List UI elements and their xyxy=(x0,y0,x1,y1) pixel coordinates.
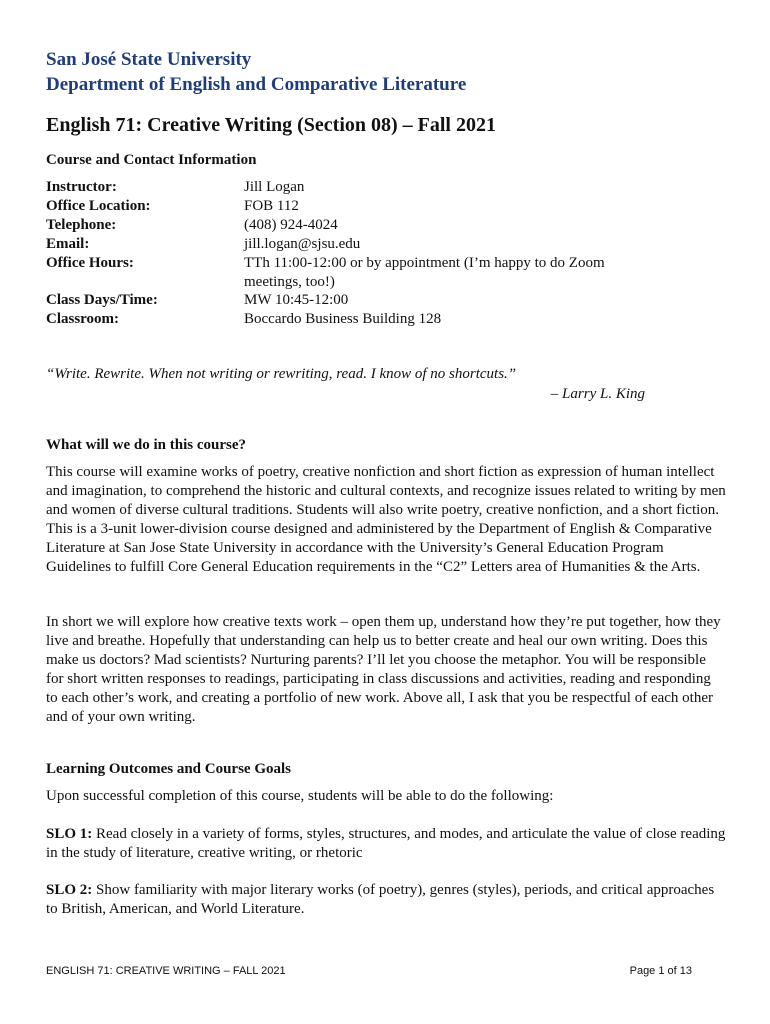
contact-label: Telephone: xyxy=(46,217,117,233)
contact-value: (408) 924-4024 xyxy=(244,217,338,233)
footer-page-number: Page 1 of 13 xyxy=(629,965,692,977)
footer-course-title: ENGLISH 71: CREATIVE WRITING – FALL 2021 xyxy=(46,965,286,977)
outcomes-heading: Learning Outcomes and Course Goals xyxy=(46,761,292,777)
course-overview-paragraph: In short we will explore how creative texts work – open them up, understand how they’re put together, how they live and breathe. Hopefully that understanding can help us to better create and heal our own writing. Does this make us doctors? Mad scientists? Nurturing parents? I’ll let you choose the metaphor. You will be responsible for short written responses to readings, participating in class discussions and activities, reading and responding to each other’s work, and creating a portfolio of new work. Above all, I ask that you be respectful of each other and of your own writing. xyxy=(46,614,721,725)
contact-value: FOB 112 xyxy=(244,198,299,214)
contact-heading: Course and Contact Information xyxy=(46,152,257,168)
university-name: San José State University xyxy=(46,49,252,70)
what-we-do-heading: What will we do in this course? xyxy=(46,437,247,453)
slo-2 xyxy=(46,881,726,919)
contact-value: jill.logan@sjsu.edu xyxy=(244,236,361,252)
contact-label: Office Location: xyxy=(46,198,151,214)
department-name: Department of English and Comparative Literature xyxy=(46,74,467,95)
slo-text: Show familiarity with major literary works (of poetry), genres (styles), periods, and critical approaches to British, American, and World Literature. xyxy=(46,882,715,917)
epigraph-quote: “Write. Rewrite. When not writing or rewriting, read. I know of no shortcuts.” xyxy=(46,366,517,382)
contact-label: Instructor: xyxy=(46,179,117,195)
slo-1 xyxy=(46,825,726,863)
course-title: English 71: Creative Writing (Section 08) – Fall 2021 xyxy=(46,114,496,136)
contact-label: Office Hours: xyxy=(46,255,134,271)
contact-label: Class Days/Time: xyxy=(46,292,158,308)
course-description-paragraph: This course will examine works of poetry, creative nonfiction and short fiction as expression of human intellect and imagination, to comprehend the historic and cultural contexts, and recognize issues related to writing by men and women of diverse cultural traditions. Students will also write poetry, creative nonfiction, and a short fiction. This is a 3-unit lower-division course designed and administered by the Department of English & Comparative Literature at San Jose State University in accordance with the University’s General Education Program Guidelines to fulfill Core General Education requirements in the “C2” Letters area of Humanities & the Arts. xyxy=(46,464,726,575)
contact-value: Jill Logan xyxy=(244,179,305,195)
contact-label: Email: xyxy=(46,236,90,252)
contact-value: Boccardo Business Building 128 xyxy=(244,311,442,327)
slo-label: SLO 2: xyxy=(46,882,93,898)
outcomes-intro: Upon successful completion of this course, students will be able to do the following: xyxy=(46,788,554,804)
contact-label: Classroom: xyxy=(46,311,120,327)
epigraph-attribution: – Larry L. King xyxy=(550,386,645,402)
slo-label: SLO 1: xyxy=(46,826,93,842)
contact-value: MW 10:45-12:00 xyxy=(244,292,349,308)
contact-value: TTh 11:00-12:00 or by appointment (I’m happy to do Zoom meetings, too!) xyxy=(244,255,605,290)
slo-text: Read closely in a variety of forms, styles, structures, and modes, and articulate the value of close reading in the study of literature, creative writing, or rhetoric xyxy=(46,826,726,861)
